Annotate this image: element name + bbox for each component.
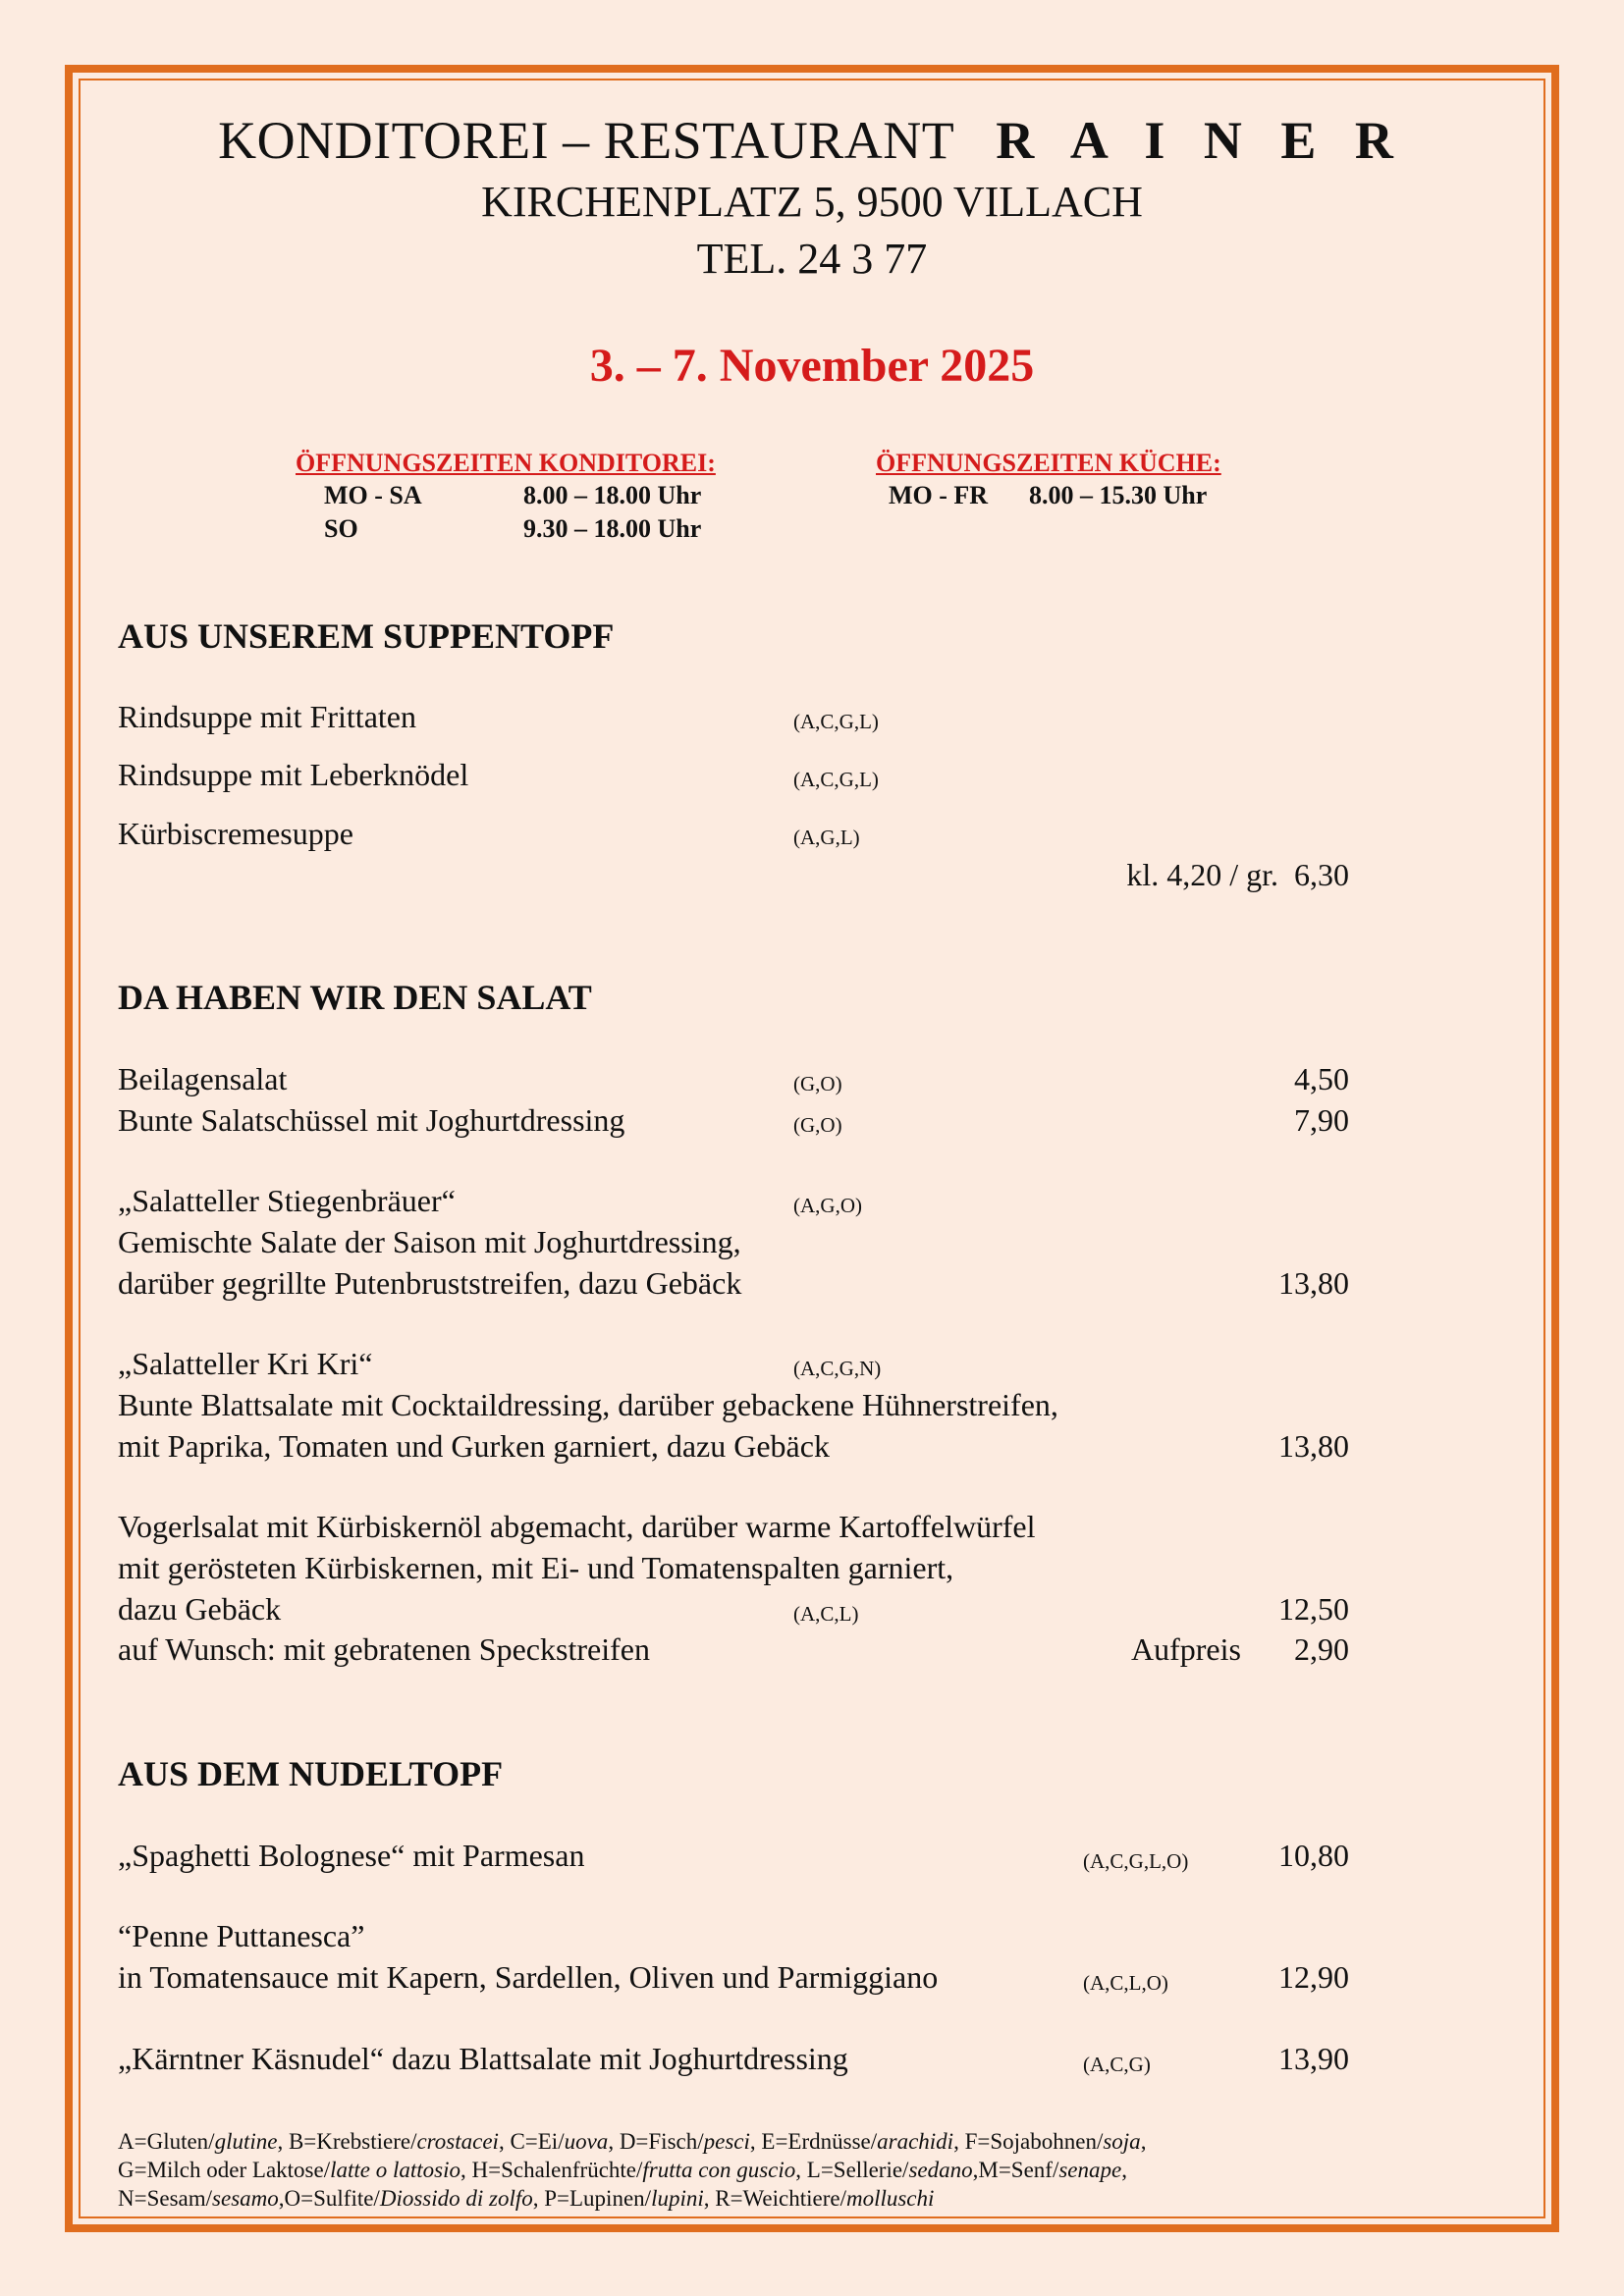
salad-vogerl-extra-price: 2,90 (1294, 1631, 1349, 1667)
legend-code: , B=Krebstiere/ (277, 2129, 417, 2154)
legend-italian: glutine (214, 2129, 278, 2154)
salad-stiegen-price: 13,80 (1278, 1265, 1349, 1301)
phone: TEL. 24 3 77 (696, 235, 928, 283)
salad-stiegen-desc-1: Gemischte Salate der Saison mit Joghurtdressing, (118, 1224, 741, 1259)
salad-bunte-allergens: (G,O) (793, 1113, 842, 1137)
legend-italian: frutta con guscio (642, 2158, 796, 2182)
salad-vogerl-price: 12,50 (1278, 1591, 1349, 1627)
allergen-legend-line-2 (118, 2156, 1127, 2184)
pasta-spaghetti: „Spaghetti Bolognese“ mit Parmesan (118, 1838, 585, 1873)
legend-italian: pesci (703, 2129, 750, 2154)
legend-code: , (1121, 2158, 1127, 2182)
salad-bunte: Bunte Salatschüssel mit Joghurtdressing (118, 1102, 625, 1138)
salad-krikri-price: 13,80 (1278, 1428, 1349, 1464)
salad-vogerl-allergens: (A,C,L) (793, 1602, 859, 1626)
pasta-penne-allergens: (A,C,L,O) (1083, 1971, 1168, 1995)
soup-price-line: kl. 4,20 / gr. 6,30 (1126, 857, 1349, 892)
salad-vogerl-extra: auf Wunsch: mit gebratenen Speckstreifen (118, 1631, 650, 1667)
section-heading-salads: DA HABEN WIR DEN SALAT (118, 978, 592, 1017)
hours-kueche-title: ÖFFNUNGSZEITEN KÜCHE: (876, 449, 1221, 477)
pasta-penne-desc: in Tomatensauce mit Kapern, Sardellen, Oliven und Parmiggiano (118, 1959, 939, 1995)
salad-vogerl-desc-2: mit gerösteten Kürbiskernen, mit Ei- und Tomatenspalten garniert, (118, 1550, 954, 1585)
legend-code: , F=Sojabohnen/ (953, 2129, 1104, 2154)
legend-code: N=Sesam/ (118, 2186, 213, 2211)
pasta-spaghetti-price: 10,80 (1278, 1838, 1349, 1873)
legend-code: ,O=Sulfite/ (278, 2186, 380, 2211)
salad-beilagen: Beilagensalat (118, 1061, 288, 1096)
restaurant-title (0, 110, 1624, 171)
legend-italian: lupini (651, 2186, 704, 2211)
legend-code: ,M=Senf/ (972, 2158, 1059, 2182)
legend-italian: senape (1058, 2158, 1122, 2182)
legend-code: A=Gluten/ (118, 2129, 215, 2154)
salad-beilagen-price: 4,50 (1294, 1061, 1349, 1096)
allergen-legend-line-3 (118, 2184, 934, 2213)
soup-allergens-1: (A,C,G,L) (793, 710, 879, 733)
salad-vogerl-desc-3: dazu Gebäck (118, 1591, 282, 1627)
hours-kueche-time-1: 8.00 – 15.30 Uhr (1029, 481, 1208, 509)
salad-beilagen-allergens: (G,O) (793, 1072, 842, 1095)
legend-italian: soja (1103, 2129, 1141, 2154)
hours-kueche-days-1: MO - FR (889, 481, 989, 509)
legend-italian: latte o lattosio (330, 2158, 460, 2182)
legend-italian: molluschi (845, 2186, 935, 2211)
legend-code: G=Milch oder Laktose/ (118, 2158, 331, 2182)
section-heading-soups: AUS UNSEREM SUPPENTOPF (118, 616, 615, 656)
allergen-legend-line-1 (118, 2127, 1146, 2156)
legend-italian: sedano (908, 2158, 973, 2182)
legend-italian: arachidi (877, 2129, 954, 2154)
legend-italian: crostacei (416, 2129, 499, 2154)
soup-item-3: Kürbiscremesuppe (118, 816, 353, 851)
salad-krikri-allergens: (A,C,G,N) (793, 1357, 882, 1380)
legend-code: , L=Sellerie/ (795, 2158, 909, 2182)
legend-code: , R=Weichtiere/ (703, 2186, 846, 2211)
soup-allergens-2: (A,C,G,L) (793, 768, 879, 791)
legend-italian: sesamo (212, 2186, 279, 2211)
pasta-kasnudel: „Kärntner Käsnudel“ dazu Blattsalate mit Joghurtdressing (118, 2041, 848, 2076)
salad-stiegen-allergens: (A,G,O) (793, 1194, 862, 1217)
brand-name: R A I N E R (996, 111, 1406, 170)
hours-konditorei-time-2: 9.30 – 18.00 Uhr (523, 514, 702, 543)
salad-krikri-name: „Salatteller Kri Kri“ (118, 1346, 373, 1381)
legend-code: , H=Schalenfrüchte/ (460, 2158, 643, 2182)
pasta-penne-price: 12,90 (1278, 1959, 1349, 1995)
soup-item-2: Rindsuppe mit Leberknödel (118, 757, 469, 792)
inner-border (79, 79, 1545, 2218)
salad-vogerl-extra-label: Aufpreis (1131, 1631, 1241, 1667)
soup-item-1: Rindsuppe mit Frittaten (118, 699, 416, 734)
hours-konditorei-days-1: MO - SA (324, 481, 422, 509)
pasta-kasnudel-allergens: (A,C,G) (1083, 2053, 1151, 2076)
pasta-spaghetti-allergens: (A,C,G,L,O) (1083, 1849, 1189, 1873)
salad-stiegen-name: „Salatteller Stiegenbräuer“ (118, 1183, 456, 1218)
date-range: 3. – 7. November 2025 (589, 340, 1035, 392)
salad-krikri-desc-2: mit Paprika, Tomaten und Gurken garniert, dazu Gebäck (118, 1428, 830, 1464)
legend-italian: uova (564, 2129, 609, 2154)
hours-konditorei-days-2: SO (324, 514, 358, 543)
legend-code: , C=Ei/ (498, 2129, 565, 2154)
pasta-kasnudel-price: 13,90 (1278, 2041, 1349, 2076)
legend-code: , P=Lupinen/ (532, 2186, 652, 2211)
legend-code: , (1140, 2129, 1147, 2154)
hours-konditorei-time-1: 8.00 – 18.00 Uhr (523, 481, 702, 509)
soup-allergens-3: (A,G,L) (793, 826, 860, 849)
legend-code: , E=Erdnüsse/ (749, 2129, 878, 2154)
salad-vogerl-desc-1: Vogerlsalat mit Kürbiskernöl abgemacht, darüber warme Kartoffelwürfel (118, 1509, 1036, 1544)
legend-code: , D=Fisch/ (608, 2129, 704, 2154)
hours-konditorei-title: ÖFFNUNGSZEITEN KONDITOREI: (296, 449, 716, 477)
legend-italian: Diossido di zolfo (379, 2186, 533, 2211)
salad-krikri-desc-1: Bunte Blattsalate mit Cocktaildressing, darüber gebackene Hühnerstreifen, (118, 1387, 1058, 1422)
address: KIRCHENPLATZ 5, 9500 VILLACH (481, 178, 1143, 226)
pasta-penne-name: “Penne Puttanesca” (118, 1918, 365, 1953)
salad-stiegen-desc-2: darüber gegrillte Putenbruststreifen, dazu Gebäck (118, 1265, 742, 1301)
title-text: KONDITOREI – RESTAURANT (218, 111, 955, 170)
section-heading-pasta: AUS DEM NUDELTOPF (118, 1754, 504, 1793)
salad-bunte-price: 7,90 (1294, 1102, 1349, 1138)
